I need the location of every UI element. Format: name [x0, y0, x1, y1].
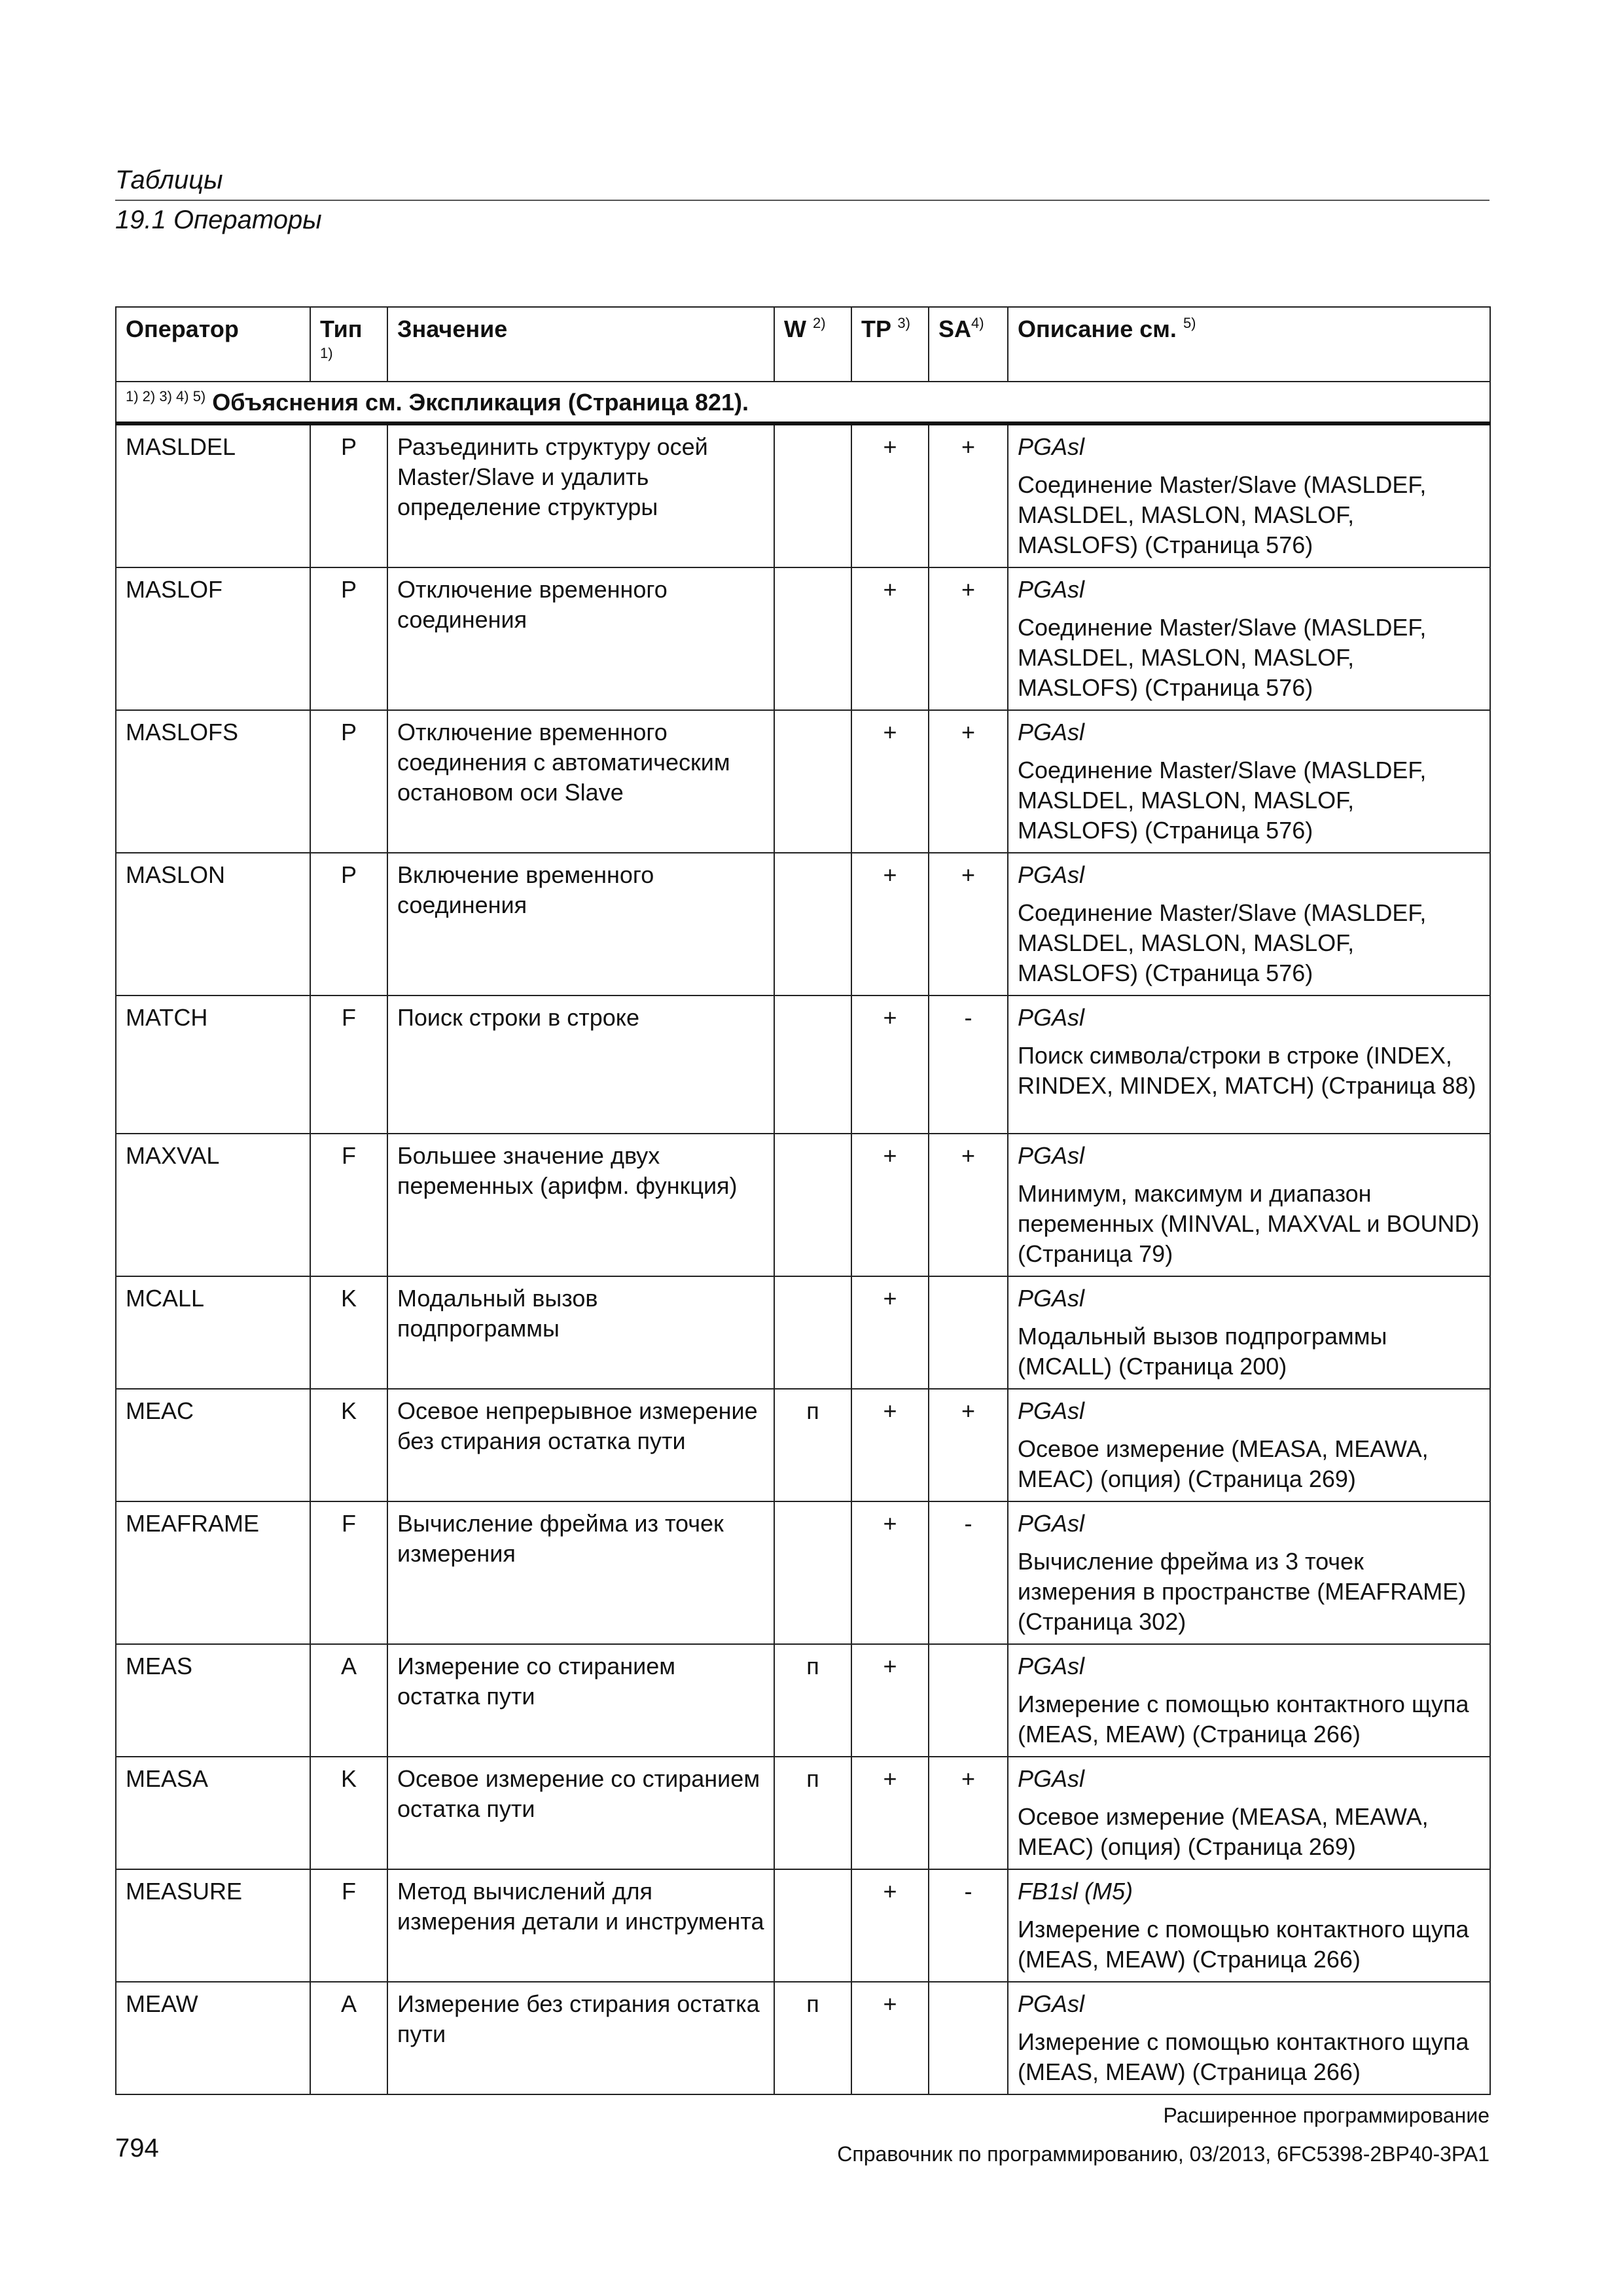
type-cell: K [310, 1389, 387, 1501]
footer-reference: Справочник по программированию, 03/2013, 6FC5398-2BP40-3PA1 [837, 2142, 1489, 2166]
meaning-cell: Включение временного соединения [387, 853, 774, 996]
reference-link[interactable]: Минимум, максимум и диапазон переменных (MINVAL, MAXVAL и BOUND) (Страница 79) [1018, 1180, 1480, 1267]
type-cell: P [310, 423, 387, 567]
type-cell: P [310, 853, 387, 996]
reference-document: PGAsl [1018, 1397, 1085, 1424]
tp-cell: + [851, 1869, 929, 1982]
type-cell: F [310, 996, 387, 1134]
operator-cell: MEAFRAME [116, 1501, 310, 1644]
type-cell: A [310, 1644, 387, 1757]
w-cell [774, 996, 851, 1134]
w-cell [774, 1501, 851, 1644]
meaning-cell: Осевое измерение со стиранием остатка пути [387, 1757, 774, 1869]
description-cell [1008, 423, 1490, 567]
reference-link[interactable]: Соединение Master/Slave (MASLDEF, MASLDEL, MASLON, MASLOF, MASLOFS) (Страница 576) [1018, 471, 1427, 558]
tp-cell: + [851, 1276, 929, 1389]
reference-link[interactable]: Соединение Master/Slave (MASLDEF, MASLDEL, MASLON, MASLOF, MASLOFS) (Страница 576) [1018, 899, 1427, 986]
meaning-cell: Измерение без стирания остатка пути [387, 1982, 774, 2094]
table-row [116, 1869, 1490, 1982]
table-row [116, 423, 1490, 567]
table-row [116, 996, 1490, 1134]
operator-cell: MASLOF [116, 567, 310, 710]
description-cell [1008, 1644, 1490, 1757]
operator-cell: MCALL [116, 1276, 310, 1389]
type-cell: F [310, 1869, 387, 1982]
tp-cell: + [851, 423, 929, 567]
reference-document: PGAsl [1018, 576, 1085, 603]
tp-cell: + [851, 1757, 929, 1869]
description-cell [1008, 1869, 1490, 1982]
operator-cell: MASLON [116, 853, 310, 996]
reference-document: PGAsl [1018, 1142, 1085, 1169]
meaning-cell: Вычисление фрейма из точек измерения [387, 1501, 774, 1644]
sa-cell [929, 1644, 1008, 1757]
reference-document: PGAsl [1018, 1285, 1085, 1312]
type-cell: F [310, 1501, 387, 1644]
meaning-cell: Измерение со стиранием остатка пути [387, 1644, 774, 1757]
description-cell [1008, 1276, 1490, 1389]
reference-link[interactable]: Осевое измерение (MEASA, MEAWA, MEAC) (опция) (Страница 269) [1018, 1803, 1429, 1860]
meaning-cell: Метод вычислений для измерения детали и инструмента [387, 1869, 774, 1982]
column-header-type: Тип $^{1)}$ [310, 307, 387, 382]
table-row [116, 1276, 1490, 1389]
sa-cell: - [929, 996, 1008, 1134]
type-cell: P [310, 567, 387, 710]
description-cell [1008, 853, 1490, 996]
sa-cell: + [929, 1389, 1008, 1501]
description-cell [1008, 1757, 1490, 1869]
operator-cell: MEASA [116, 1757, 310, 1869]
table-row [116, 1757, 1490, 1869]
table-footnote: $^{1) 2) 3) 4) 5)}$ Объяснения см. Экспликация (Страница 821). [116, 382, 1490, 423]
reference-link[interactable]: Соединение Master/Slave (MASLDEF, MASLDEL, MASLON, MASLOF, MASLOFS) (Страница 576) [1018, 757, 1427, 844]
w-cell [774, 1869, 851, 1982]
reference-document: PGAsl [1018, 719, 1085, 745]
reference-link[interactable]: Измерение с помощью контактного щупа (MEAS, MEAW) (Страница 266) [1018, 2028, 1469, 2085]
operator-cell: MEAW [116, 1982, 310, 2094]
w-cell [774, 710, 851, 853]
operator-cell: MASLOFS [116, 710, 310, 853]
table-row [116, 853, 1490, 996]
sa-cell: - [929, 1501, 1008, 1644]
w-cell: п [774, 1757, 851, 1869]
type-cell: P [310, 710, 387, 853]
w-cell: п [774, 1389, 851, 1501]
table-row [116, 1644, 1490, 1757]
w-cell: п [774, 1644, 851, 1757]
description-cell [1008, 567, 1490, 710]
type-cell: K [310, 1757, 387, 1869]
description-cell [1008, 1389, 1490, 1501]
section-title: 19.1 Операторы [115, 206, 322, 234]
operator-cell: MATCH [116, 996, 310, 1134]
tp-cell: + [851, 567, 929, 710]
tp-cell: + [851, 996, 929, 1134]
reference-link[interactable]: Поиск символа/строки в строке (INDEX, RINDEX, MINDEX, MATCH) (Страница 88) [1018, 1042, 1476, 1099]
table-row [116, 1982, 1490, 2094]
reference-document: PGAsl [1018, 1990, 1085, 2017]
w-cell [774, 423, 851, 567]
meaning-cell: Отключение временного соединения с автоматическим остановом оси Slave [387, 710, 774, 853]
meaning-cell: Отключение временного соединения [387, 567, 774, 710]
table-note-row [116, 382, 1490, 423]
meaning-cell: Осевое непрерывное измерение без стирания остатка пути [387, 1389, 774, 1501]
operators-table [115, 306, 1491, 2095]
reference-document: PGAsl [1018, 433, 1085, 460]
meaning-cell: Модальный вызов подпрограммы [387, 1276, 774, 1389]
tp-cell: + [851, 1389, 929, 1501]
meaning-cell: Разъединить структуру осей Master/Slave и удалить определение структуры [387, 423, 774, 567]
sa-cell [929, 1982, 1008, 2094]
description-cell [1008, 1134, 1490, 1276]
w-cell [774, 1276, 851, 1389]
table-header-row [116, 307, 1490, 382]
tp-cell: + [851, 853, 929, 996]
reference-link[interactable]: Измерение с помощью контактного щупа (MEAS, MEAW) (Страница 266) [1018, 1916, 1469, 1973]
w-cell: п [774, 1982, 851, 2094]
table-row [116, 710, 1490, 853]
footer-book-title: Расширенное программирование [1163, 2104, 1489, 2127]
reference-link[interactable]: Модальный вызов подпрограммы (MCALL) (Страница 200) [1018, 1323, 1387, 1380]
page-number: 794 [115, 2134, 159, 2162]
sa-cell: + [929, 853, 1008, 996]
tp-cell: + [851, 710, 929, 853]
description-cell [1008, 710, 1490, 853]
operator-cell: MEAC [116, 1389, 310, 1501]
reference-link[interactable]: Вычисление фрейма из 3 точек измерения в пространстве (MEAFRAME) (Страница 302) [1018, 1548, 1467, 1635]
reference-link[interactable]: Соединение Master/Slave (MASLDEF, MASLDEL, MASLON, MASLOF, MASLOFS) (Страница 576) [1018, 614, 1427, 701]
reference-link[interactable]: Осевое измерение (MEASA, MEAWA, MEAC) (опция) (Страница 269) [1018, 1435, 1429, 1492]
tp-cell: + [851, 1644, 929, 1757]
sa-cell: + [929, 710, 1008, 853]
sa-cell [929, 1276, 1008, 1389]
reference-document: PGAsl [1018, 1510, 1085, 1537]
tp-cell: + [851, 1134, 929, 1276]
column-header-sa: SA$^{4)}$ [929, 307, 1008, 382]
reference-document: PGAsl [1018, 1004, 1085, 1031]
operator-cell: MEASURE [116, 1869, 310, 1982]
column-header-tp: TP $^{3)}$ [851, 307, 929, 382]
reference-document: FB1sl (M5) [1018, 1878, 1133, 1905]
column-header-operator: Оператор [116, 307, 310, 382]
w-cell [774, 1134, 851, 1276]
table-row [116, 1134, 1490, 1276]
reference-document: PGAsl [1018, 1765, 1085, 1792]
sa-cell: + [929, 423, 1008, 567]
column-header-meaning: Значение [387, 307, 774, 382]
sa-cell: + [929, 1134, 1008, 1276]
column-header-w: W $^{2)}$ [774, 307, 851, 382]
description-cell [1008, 996, 1490, 1134]
type-cell: K [310, 1276, 387, 1389]
meaning-cell: Поиск строки в строке [387, 996, 774, 1134]
type-cell: F [310, 1134, 387, 1276]
table-row [116, 1389, 1490, 1501]
meaning-cell: Большее значение двух переменных (арифм. функция) [387, 1134, 774, 1276]
header-divider [115, 200, 1489, 201]
table-row [116, 1501, 1490, 1644]
chapter-title: Таблицы [115, 166, 223, 194]
reference-document: PGAsl [1018, 1653, 1085, 1679]
sa-cell: - [929, 1869, 1008, 1982]
operator-cell: MASLDEL [116, 423, 310, 567]
sa-cell: + [929, 1757, 1008, 1869]
table-row [116, 567, 1490, 710]
operator-cell: MAXVAL [116, 1134, 310, 1276]
type-cell: A [310, 1982, 387, 2094]
sa-cell: + [929, 567, 1008, 710]
description-cell [1008, 1982, 1490, 2094]
w-cell [774, 567, 851, 710]
w-cell [774, 853, 851, 996]
reference-document: PGAsl [1018, 861, 1085, 888]
operator-cell: MEAS [116, 1644, 310, 1757]
column-header-description: Описание см. $^{5)}$ [1008, 307, 1490, 382]
tp-cell: + [851, 1501, 929, 1644]
reference-link[interactable]: Измерение с помощью контактного щупа (MEAS, MEAW) (Страница 266) [1018, 1691, 1469, 1748]
description-cell [1008, 1501, 1490, 1644]
tp-cell: + [851, 1982, 929, 2094]
